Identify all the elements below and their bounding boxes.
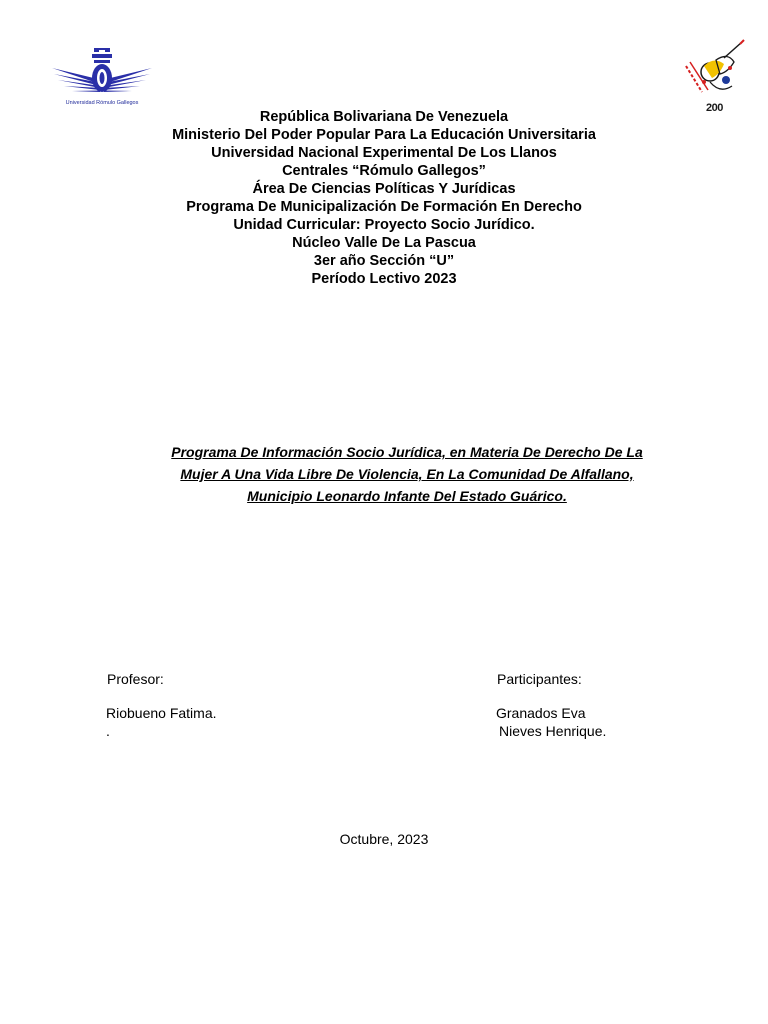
universidad-logo-caption: Universidad Rómulo Gallegos	[65, 100, 139, 106]
participante-name: Granados Eva	[496, 705, 586, 721]
title-line: Municipio Leonardo Infante Del Estado Guárico.	[247, 488, 567, 504]
participantes-label: Participantes:	[497, 671, 582, 687]
document-title	[140, 441, 674, 507]
bicentenario-emblem-icon	[680, 38, 750, 102]
title-line: Mujer A Una Vida Libre De Violencia, En La Comunidad De Alfallano,	[180, 466, 634, 482]
header-line: Unidad Curricular: Proyecto Socio Jurídico.	[233, 217, 535, 233]
bicentenario-label: 200	[706, 102, 723, 114]
profesor-label: Profesor:	[107, 671, 164, 687]
header-line: Centrales “Rómulo Gallegos”	[282, 163, 486, 179]
header-line: Área De Ciencias Políticas Y Jurídicas	[252, 181, 516, 197]
universidad-logo	[50, 44, 154, 112]
header-line: República Bolivariana De Venezuela	[259, 109, 509, 125]
header-line: 3er año Sección “U”	[313, 253, 455, 269]
header-line: Período Lectivo 2023	[311, 271, 457, 287]
profesor-name: Riobueno Fatima.	[106, 705, 217, 721]
universidad-emblem-icon	[50, 44, 154, 100]
header-line: Ministerio Del Poder Popular Para La Educación Universitaria	[172, 127, 596, 143]
institution-header	[0, 108, 768, 288]
participante-name: Nieves Henrique.	[499, 723, 607, 739]
profesor-extra: .	[106, 723, 110, 739]
title-line: Programa De Información Socio Jurídica, en Materia De Derecho De La	[171, 444, 643, 460]
document-date: Octubre, 2023	[339, 831, 429, 847]
header-line: Núcleo Valle De La Pascua	[292, 235, 476, 251]
header-line: Universidad Nacional Experimental De Los Llanos	[211, 145, 557, 161]
header-line: Programa De Municipalización De Formación En Derecho	[186, 199, 582, 215]
